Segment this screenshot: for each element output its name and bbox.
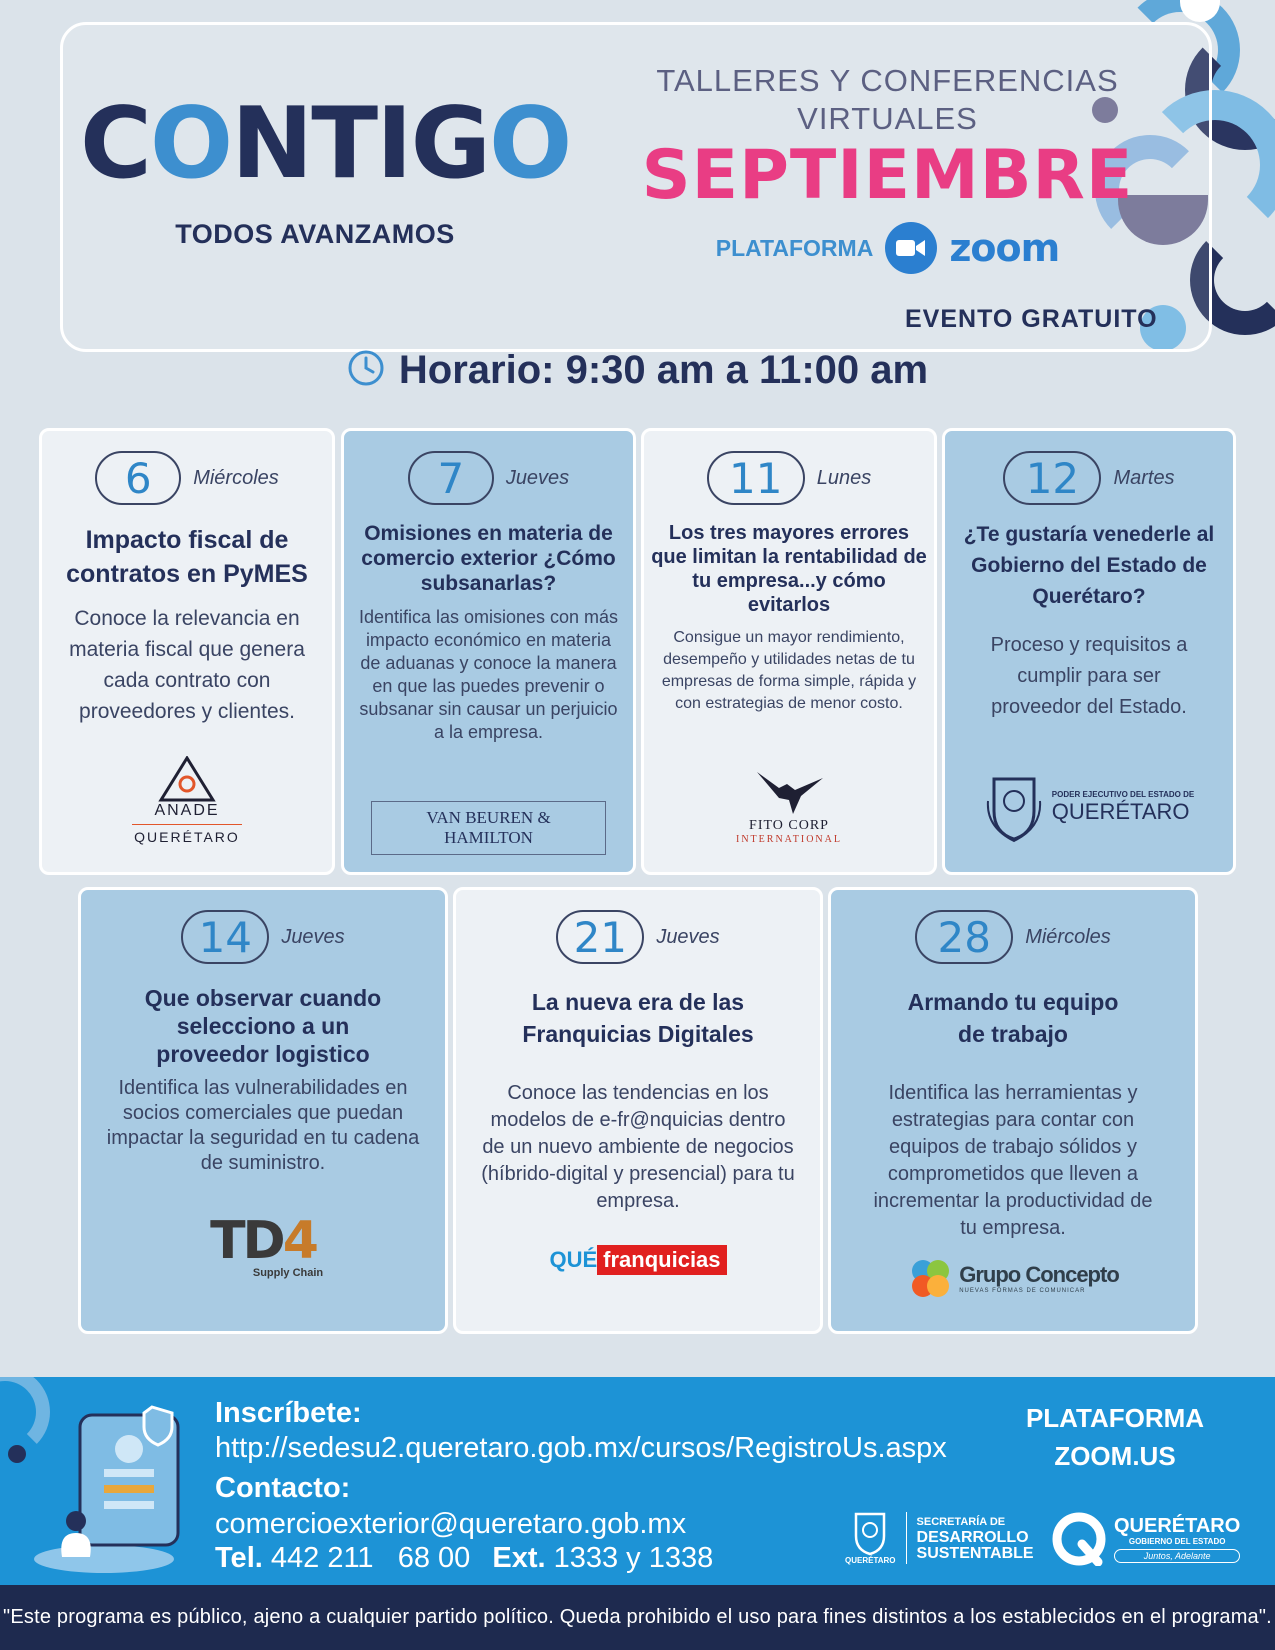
event-title: Armando tu equipo de trabajo <box>907 989 1119 1047</box>
logo-tagline: TODOS AVANZAMOS <box>175 219 455 249</box>
sponsor-name: Grupo Concepto <box>959 1262 1119 1287</box>
day-number: 28 <box>915 910 1013 964</box>
td4-wordmark <box>210 1211 316 1271</box>
card-head <box>945 451 1233 505</box>
event-description: Identifica las vulnerabilidades en socios comerciales que puedan impactar la seguridad en tu cadena de suministro. <box>106 1077 420 1174</box>
sponsor-number: 4 <box>282 1211 316 1271</box>
sponsor-logo-td4 <box>81 1211 445 1279</box>
card-head <box>644 451 934 505</box>
seal-block <box>845 1510 896 1565</box>
heading-line-1: TALLERES Y CONFERENCIAS <box>656 63 1119 98</box>
event-card <box>641 428 937 875</box>
event-title: Los tres mayores errores que limitan la rentabilidad de tu empresa...y cómo evitarlos <box>651 522 927 616</box>
event-card <box>828 887 1198 1334</box>
card-head <box>831 910 1195 964</box>
event-title: Impacto fiscal de contratos en PyMES <box>66 526 308 588</box>
sponsor-prefix: QUÉ <box>549 1247 598 1272</box>
state-seal-icon <box>848 1510 892 1556</box>
sponsor-subtitle: INTERNATIONAL <box>736 834 842 845</box>
logo-part: NTIG <box>231 87 490 201</box>
seal-caption: QUERÉTARO <box>845 1556 896 1565</box>
sponsor-logo-que-franquicias <box>456 1245 820 1275</box>
disclaimer: "Este programa es público, ajeno a cualquier partido político. Queda prohibido el uso para fines distintos a los establecidos en el programa". <box>0 1585 1275 1650</box>
contact-label: Contacto: <box>215 1472 351 1504</box>
free-event-label: EVENTO GRATUITO <box>905 305 1158 333</box>
heading-month: SEPTIEMBRE <box>641 136 1134 215</box>
schedule-text: Horario: 9:30 am a 11:00 am <box>398 348 929 392</box>
day-number: 21 <box>556 910 644 964</box>
tel-label: Tel. <box>215 1542 263 1574</box>
sedesu-logo <box>845 1510 1034 1565</box>
event-title: Que observar cuando selecciono a un proveedor logistico <box>144 985 382 1067</box>
sponsor-subtitle: NUEVAS FORMAS DE COMUNICAR <box>959 1288 1086 1294</box>
state-seal-icon <box>984 771 1044 843</box>
day-number: 14 <box>181 910 269 964</box>
sponsor-logo-grupo-concepto <box>831 1255 1195 1301</box>
platform-row <box>620 222 1155 274</box>
day-number: 11 <box>707 451 805 505</box>
event-description: Identifica las herramientas y estrategias para contar con equipos de trabajo sólidos y comprometidos que lleven a incrementar la productividad de tu empresa. <box>873 1082 1153 1239</box>
card-head <box>344 451 633 505</box>
weekday: Lunes <box>816 466 872 489</box>
event-card <box>942 428 1236 875</box>
day-number: 6 <box>95 451 181 505</box>
register-label: Inscríbete: <box>215 1397 362 1429</box>
sponsor-name: QUERÉTARO <box>1051 798 1190 824</box>
heading-line-2: VIRTUALES <box>797 101 978 136</box>
sponsor-divider <box>132 824 242 825</box>
sponsor-logo-fito-corp <box>644 766 934 845</box>
contact-email[interactable]: comercioexterior@queretaro.gob.mx <box>215 1508 687 1540</box>
event-card <box>341 428 636 875</box>
gov-text <box>1114 1515 1240 1563</box>
card-head <box>42 451 332 505</box>
event-title: Omisiones en materia de comercio exterior ¿Cómo subsanarlas? <box>361 522 616 595</box>
phone-illustration <box>18 1397 198 1577</box>
weekday: Jueves <box>281 925 345 948</box>
grupo-concepto-mark-icon <box>907 1255 953 1301</box>
sponsor-name: VAN BEUREN & HAMILTON <box>371 801 606 855</box>
sedesu-line-2: DESARROLLO <box>916 1528 1029 1546</box>
phone-user-icon <box>18 1397 198 1577</box>
zoom-camera-icon <box>885 222 937 274</box>
event-description: Identifica las omisiones con más impacto económico en materia de aduanas y conoce la manera en que las puedes prevenir o subsanar sin causar un perjuicio a la empresa. <box>358 607 619 742</box>
footer-platform-line-1: PLATAFORMA <box>1025 1403 1205 1433</box>
event-heading <box>620 62 1155 274</box>
weekday: Jueves <box>505 466 570 489</box>
eagle-icon <box>749 766 829 818</box>
event-card <box>78 887 448 1334</box>
sponsor-logo-van-beuren <box>344 801 633 855</box>
logo-part: O <box>149 87 232 201</box>
day-number: 12 <box>1003 451 1101 505</box>
weekday: Martes <box>1113 466 1175 489</box>
footer <box>0 1377 1275 1585</box>
event-card <box>453 887 823 1334</box>
sponsor-text-block <box>1052 790 1194 825</box>
sedesu-divider <box>906 1512 907 1564</box>
ext-label: Ext. <box>492 1542 546 1574</box>
event-description: Conoce las tendencias en los modelos de e-fr@nquicias dentro de un nuevo ambiente de negocios (híbrido-digital y presencial) para tu empresa. <box>481 1082 795 1212</box>
sedesu-text <box>917 1514 1034 1562</box>
weekday: Jueves <box>656 925 720 948</box>
queretaro-gov-logo <box>1052 1512 1240 1566</box>
event-description: Consigue un mayor rendimiento, desempeño y utilidades netas de tu empresas de forma simple, rápida y con estrategias de menor costo. <box>661 629 917 712</box>
phone-line <box>215 1542 713 1575</box>
sponsor-name: FITO CORP <box>749 818 829 833</box>
event-card <box>39 428 335 875</box>
platform-label: PLATAFORMA <box>715 234 874 261</box>
logo-wordmark <box>80 87 571 201</box>
sedesu-line-1: SECRETARÍA DE <box>916 1515 1006 1528</box>
event-description: Proceso y requisitos a cumplir para ser proveedor del Estado. <box>990 634 1188 718</box>
footer-platform <box>1000 1399 1230 1475</box>
gov-sub: GOBIERNO DEL ESTADO <box>1128 1537 1226 1546</box>
sponsor-subtitle: Supply Chain <box>252 1267 324 1279</box>
sponsor-name: ANADE <box>154 802 220 819</box>
logo-part: C <box>80 87 150 201</box>
sponsor-name: TD <box>210 1211 283 1271</box>
card-head <box>81 910 445 964</box>
sedesu-line-3: SUSTENTABLE <box>916 1544 1034 1562</box>
register-url[interactable]: http://sedesu2.queretaro.gob.mx/cursos/RegistroUs.aspx <box>215 1432 947 1464</box>
tel-value: 442 211 68 00 <box>270 1542 471 1574</box>
zoom-wordmark: zoom <box>949 226 1060 270</box>
anade-mark-icon <box>157 756 217 802</box>
event-title: La nueva era de las Franquicias Digitales <box>522 989 754 1047</box>
logo-part: O <box>489 87 571 201</box>
sponsor-text-block <box>959 1262 1119 1294</box>
sponsor-logo-anade <box>42 756 332 845</box>
weekday: Miércoles <box>193 466 279 489</box>
schedule-row <box>0 348 1275 393</box>
event-title: ¿Te gustaría venederle al Gobierno del Estado de Querétaro? <box>963 523 1215 608</box>
sponsor-subtitle: QUERÉTARO <box>134 829 240 845</box>
q-mark-icon <box>1052 1512 1106 1566</box>
contigo-logo <box>80 87 571 250</box>
footer-platform-line-2: ZOOM.US <box>1054 1441 1176 1471</box>
card-head <box>456 910 820 964</box>
gov-slogan: Juntos, Adelante <box>1114 1549 1240 1563</box>
sponsor-name: franquicias <box>597 1245 726 1275</box>
sponsor-logo-queretaro-poder-ejecutivo <box>945 771 1233 843</box>
ext-value: 1333 y 1338 <box>553 1542 714 1574</box>
day-number: 7 <box>408 451 494 505</box>
event-description: Conoce la relevancia en materia fiscal que genera cada contrato con proveedores y clientes. <box>69 607 305 723</box>
weekday: Miércoles <box>1025 925 1111 948</box>
sponsor-small: PODER EJECUTIVO DEL ESTADO DE <box>1051 789 1195 799</box>
gov-name: QUERÉTARO <box>1114 1515 1241 1537</box>
clock-icon <box>347 349 385 392</box>
